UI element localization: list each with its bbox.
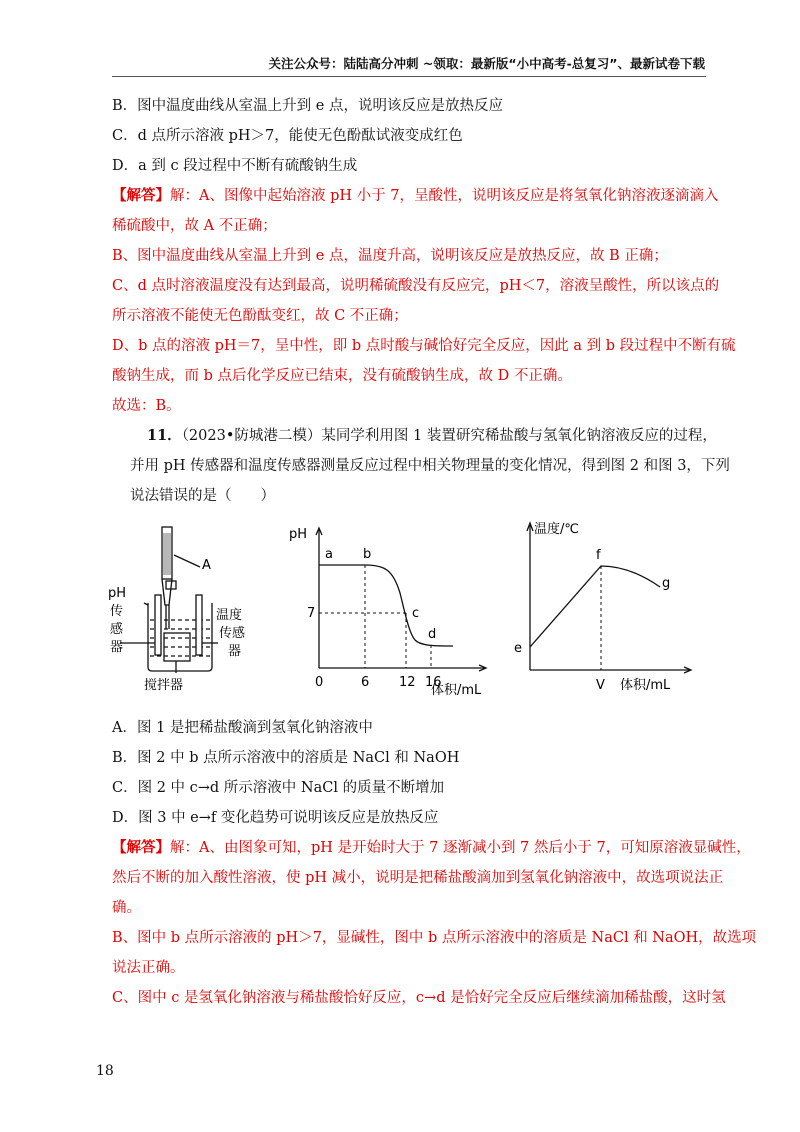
header-rule [112,76,706,77]
prev-option-c: C．d 点所示溶液 pH＞7，能使无色酚酞试液变成红色 [112,128,463,144]
point-c: c [412,606,420,621]
x-tick-6: 6 [361,675,370,690]
point-g: g [662,576,671,591]
origin-label: 0 [315,675,324,690]
point-a: a [325,547,333,562]
option-d: D．图 3 中 e→f 变化趋势可说明该反应是放热反应 [112,810,439,826]
answer-tag: 【解答】 [112,839,170,856]
temp-probe [196,595,202,655]
point-f: f [596,548,601,563]
page-header: 关注公众号：陆陆高分冲刺 ~领取：最新版“小中高考-总复习”、最新试卷下载 [268,56,705,71]
label-ph: pH [108,586,127,601]
answer-line-2: 然后不断的加入酸性溶液，使 pH 减小，说明是把稀盐酸滴加到氢氧化钠溶液中，故选项说法正 [112,870,724,886]
label-temp-sensor: 温度 [216,608,243,623]
prev-answer-line-6: D、b 点的溶液 pH＝7，呈中性，即 b 点时酸与碱恰好完全反应，因此 a 到 b 段过程中不断有硫 [112,338,736,354]
ph-probe [155,595,161,655]
prev-answer-line-1: 【解答】解：A、图像中起始溶液 pH 小于 7，呈酸性，说明该反应是将氢氧化钠溶液逐滴滴入 [112,187,719,204]
figure-3-temp-curve [510,515,700,700]
prev-option-b: B．图中温度曲线从室温上升到 e 点，说明该反应是放热反应 [112,98,503,114]
answer-line-4: B、图中 b 点所示溶液的 pH＞7，显碱性，图中 b 点所示溶液中的溶质是 NaCl 和 NaOH，故选项 [112,930,757,946]
volume-axis-label: 体积/mL [431,683,482,698]
x-tick-12: 12 [399,675,416,690]
burette [162,527,172,579]
prev-answer-line-3: B、图中温度曲线从室温上升到 e 点，温度升高，说明该反应是放热反应，故 B 正确； [112,248,668,264]
question-number: 11． [147,427,182,444]
label-stirrer: 搅拌器 [144,678,184,693]
figure-2-ph-curve [285,518,505,698]
svg-text:传: 传 [110,604,124,619]
question-line-3: 说法错误的是（ ） [130,488,275,504]
question-line-1: 11．（2023•防城港二模）某同学利用图 1 装置研究稀盐酸与氢氧化钠溶液反应的过程， [147,427,717,444]
answer-line-5: 说法正确。 [112,960,185,976]
question-line-2: 并用 pH 传感器和温度传感器测量反应过程中相关物理量的变化情况，得到图 2 和图 3，下列 [130,458,730,474]
prev-answer-tag: 【解答】 [112,187,170,204]
option-a: A．图 1 是把稀盐酸滴到氢氧化钠溶液中 [112,720,373,736]
prev-answer-conclusion: 故选：B。 [112,398,181,414]
prev-answer-line-4: C、d 点时溶液温度没有达到最高，说明稀硫酸没有反应完，pH＜7，溶液呈酸性，所以该点的 [112,278,720,294]
prev-option-d: D．a 到 c 段过程中不断有硫酸钠生成 [112,158,358,174]
svg-text:器: 器 [110,640,124,655]
answer-line-6: C、图中 c 是氢氧化钠溶液与稀盐酸恰好反应，c→d 是恰好完全反应后继续滴加稀盐酸，这时氢 [112,990,726,1006]
figure-1-apparatus [108,525,273,695]
svg-text:传感: 传感 [219,626,246,641]
ph-axis-label: pH [289,527,308,542]
x-tick-v: V [596,678,605,693]
option-b: B．图 2 中 b 点所示溶液中的溶质是 NaCl 和 NaOH [112,750,460,766]
answer-line-1: 【解答】解：A、由图象可知，pH 是开始时大于 7 逐渐减小到 7 然后小于 7，可知原溶液显碱性， [112,839,751,856]
point-e: e [514,641,522,656]
prev-answer-line-5: 所示溶液不能使无色酚酞变红，故 C 不正确； [112,308,408,324]
x-tick-16: 16 [425,675,442,690]
temperature-curve [530,566,660,647]
prev-answer-line-2: 稀硫酸中，故 A 不正确； [112,218,277,234]
point-d: d [428,627,437,642]
ph-tick-7: 7 [307,606,316,621]
prev-answer-line-7: 酸钠生成，而 b 点后化学反应已结束，没有硫酸钠生成，故 D 不正确。 [112,368,572,384]
point-b: b [363,547,372,562]
answer-line-3: 确。 [112,900,141,916]
svg-text:器: 器 [228,644,242,659]
svg-text:感: 感 [110,622,124,637]
page-number: 18 [96,1063,114,1079]
label-a: A [202,558,211,573]
temp-volume-axis-label: 体积/mL [620,678,671,693]
option-c: C．图 2 中 c→d 所示溶液中 NaCl 的质量不断增加 [112,780,445,796]
temp-axis-label: 温度/℃ [534,522,579,537]
